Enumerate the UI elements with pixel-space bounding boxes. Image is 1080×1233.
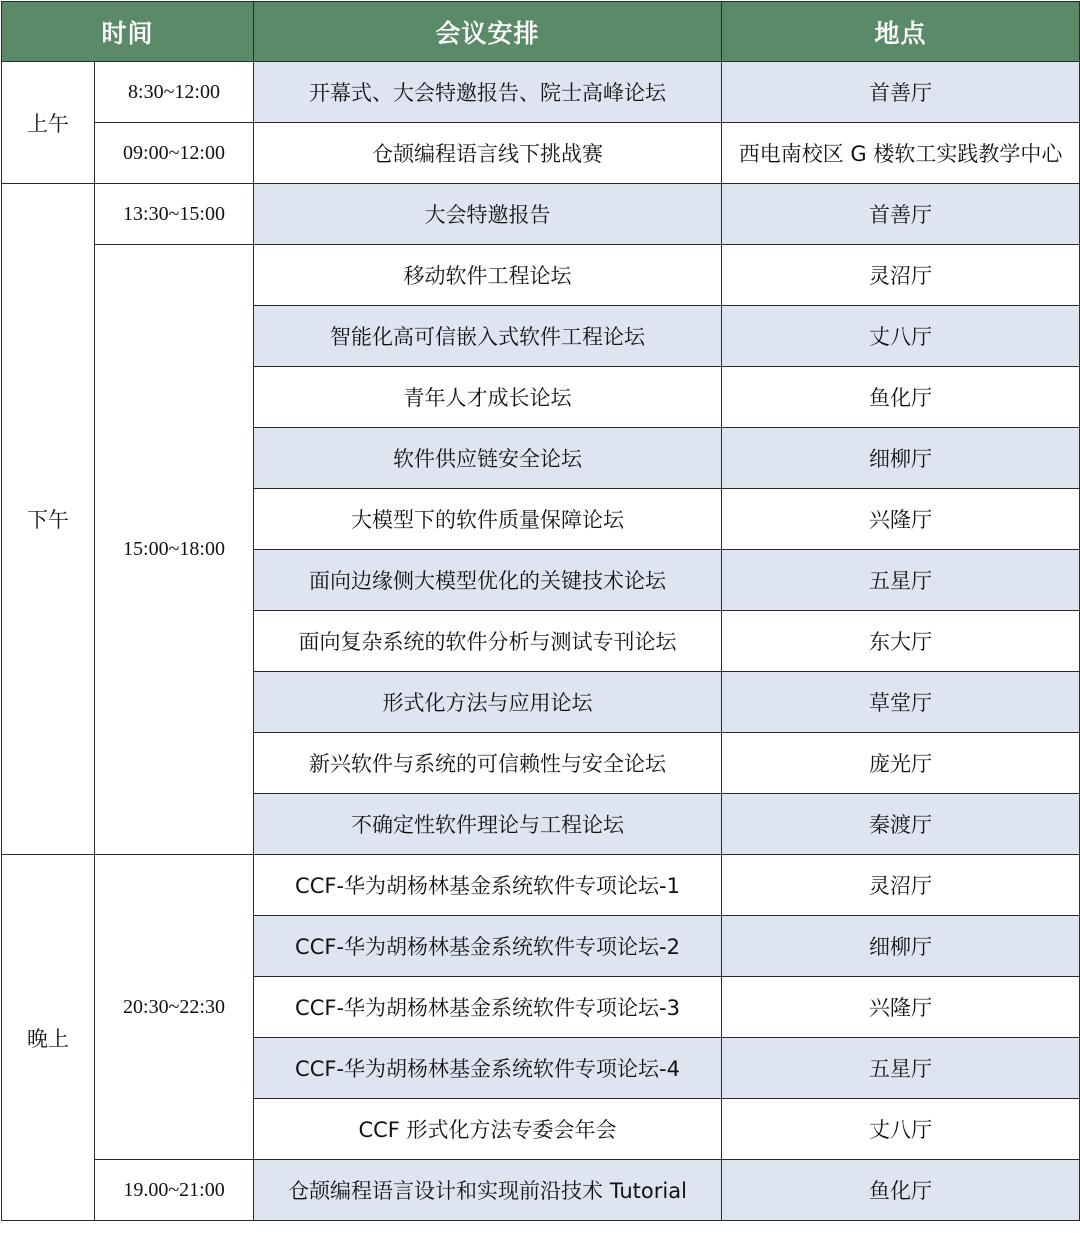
table-row bbox=[2, 1160, 1080, 1221]
time-slot: 09:00~12:00 bbox=[95, 123, 254, 184]
time-slot: 15:00~18:00 bbox=[95, 245, 254, 855]
agenda-cell: 青年人才成长论坛 bbox=[254, 367, 722, 428]
venue-cell: 草堂厅 bbox=[722, 672, 1080, 733]
time-slot: 13:30~15:00 bbox=[95, 184, 254, 245]
time-slot: 19.00~21:00 bbox=[95, 1160, 254, 1221]
agenda-cell: 仓颉编程语言线下挑战赛 bbox=[254, 123, 722, 184]
agenda-cell: 形式化方法与应用论坛 bbox=[254, 672, 722, 733]
venue-cell: 丈八厅 bbox=[722, 1099, 1080, 1160]
venue-cell: 秦渡厅 bbox=[722, 794, 1080, 855]
table-row bbox=[2, 245, 1080, 306]
venue-cell: 细柳厅 bbox=[722, 916, 1080, 977]
agenda-cell: 移动软件工程论坛 bbox=[254, 245, 722, 306]
venue-cell: 鱼化厅 bbox=[722, 367, 1080, 428]
agenda-cell: CCF-华为胡杨林基金系统软件专项论坛-4 bbox=[254, 1038, 722, 1099]
venue-cell: 细柳厅 bbox=[722, 428, 1080, 489]
agenda-cell: CCF-华为胡杨林基金系统软件专项论坛-1 bbox=[254, 855, 722, 916]
venue-cell: 兴隆厅 bbox=[722, 489, 1080, 550]
agenda-cell: 面向复杂系统的软件分析与测试专刊论坛 bbox=[254, 611, 722, 672]
header-venue: 地点 bbox=[722, 2, 1080, 62]
agenda-cell: 大会特邀报告 bbox=[254, 184, 722, 245]
venue-cell: 五星厅 bbox=[722, 1038, 1080, 1099]
header-agenda: 会议安排 bbox=[254, 2, 722, 62]
table-row bbox=[2, 184, 1080, 245]
venue-cell: 庞光厅 bbox=[722, 733, 1080, 794]
agenda-cell: 软件供应链安全论坛 bbox=[254, 428, 722, 489]
venue-cell: 首善厅 bbox=[722, 62, 1080, 123]
venue-cell: 灵沼厅 bbox=[722, 855, 1080, 916]
header-time: 时间 bbox=[2, 2, 254, 62]
agenda-cell: 大模型下的软件质量保障论坛 bbox=[254, 489, 722, 550]
agenda-cell: 仓颉编程语言设计和实现前沿技术 Tutorial bbox=[254, 1160, 722, 1221]
period-afternoon: 下午 bbox=[2, 184, 95, 855]
schedule-table bbox=[1, 1, 1080, 1221]
agenda-cell: 智能化高可信嵌入式软件工程论坛 bbox=[254, 306, 722, 367]
venue-cell: 鱼化厅 bbox=[722, 1160, 1080, 1221]
venue-cell: 丈八厅 bbox=[722, 306, 1080, 367]
venue-cell: 西电南校区 G 楼软工实践教学中心 bbox=[722, 123, 1080, 184]
agenda-cell: 开幕式、大会特邀报告、院士高峰论坛 bbox=[254, 62, 722, 123]
time-slot: 8:30~12:00 bbox=[95, 62, 254, 123]
venue-cell: 灵沼厅 bbox=[722, 245, 1080, 306]
agenda-cell: 不确定性软件理论与工程论坛 bbox=[254, 794, 722, 855]
period-morning: 上午 bbox=[2, 62, 95, 184]
period-evening: 晚上 bbox=[2, 855, 95, 1221]
venue-cell: 五星厅 bbox=[722, 550, 1080, 611]
agenda-cell: CCF 形式化方法专委会年会 bbox=[254, 1099, 722, 1160]
venue-cell: 东大厅 bbox=[722, 611, 1080, 672]
table-row bbox=[2, 855, 1080, 916]
time-slot: 20:30~22:30 bbox=[95, 855, 254, 1160]
agenda-cell: CCF-华为胡杨林基金系统软件专项论坛-3 bbox=[254, 977, 722, 1038]
header-row bbox=[2, 2, 1080, 62]
agenda-cell: CCF-华为胡杨林基金系统软件专项论坛-2 bbox=[254, 916, 722, 977]
table-row bbox=[2, 62, 1080, 123]
table-row bbox=[2, 123, 1080, 184]
agenda-cell: 新兴软件与系统的可信赖性与安全论坛 bbox=[254, 733, 722, 794]
venue-cell: 首善厅 bbox=[722, 184, 1080, 245]
agenda-cell: 面向边缘侧大模型优化的关键技术论坛 bbox=[254, 550, 722, 611]
venue-cell: 兴隆厅 bbox=[722, 977, 1080, 1038]
